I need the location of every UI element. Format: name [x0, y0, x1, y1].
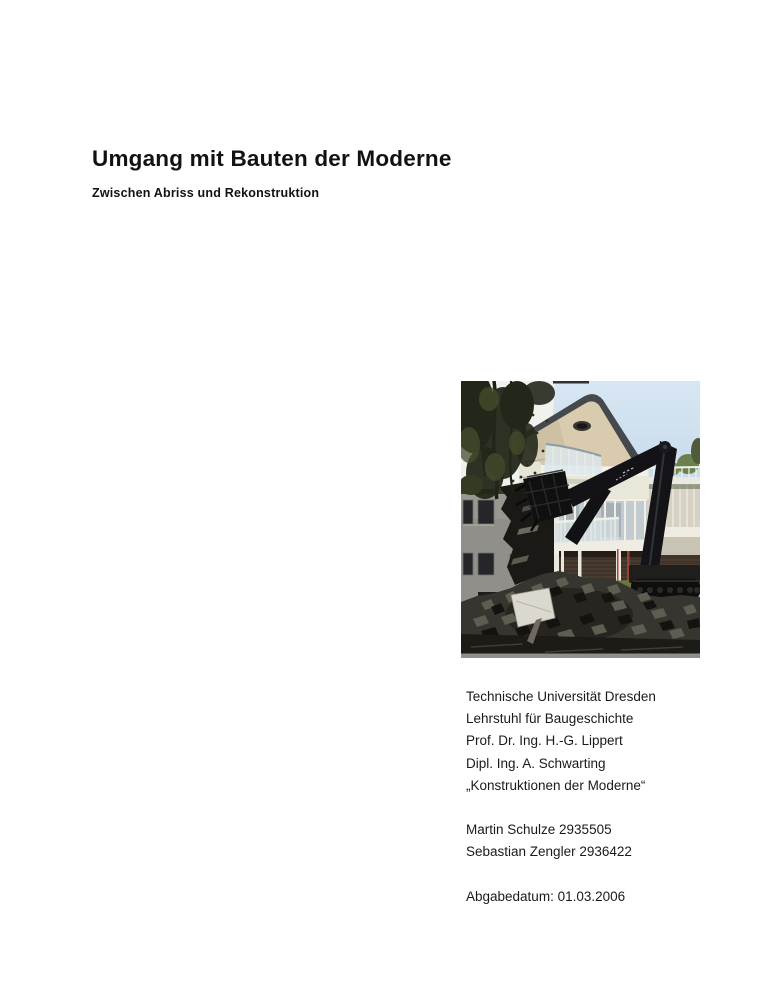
info-line: Lehrstuhl für Baugeschichte — [466, 711, 634, 727]
info-block — [466, 686, 656, 908]
date-line — [466, 886, 656, 908]
info-line: Martin Schulze 2935505 — [466, 822, 612, 838]
page-subtitle: Zwischen Abriss und Rekonstruktion — [92, 186, 320, 200]
info-line: Dipl. Ing. A. Schwarting — [466, 755, 606, 771]
info-line: Prof. Dr. Ing. H.-G. Lippert — [466, 733, 623, 749]
info-line: Technische Universität Dresden — [466, 689, 656, 704]
cover-photo — [461, 381, 700, 658]
photo-top-edge-strip — [553, 381, 589, 384]
author-lines — [466, 819, 656, 863]
info-line: Sebastian Zengler 2936422 — [466, 844, 632, 860]
page-title: Umgang mit Bauten der Moderne — [92, 146, 452, 171]
demolition-photo-illustration — [461, 381, 700, 658]
info-line: „Konstruktionen der Moderne“ — [466, 777, 646, 793]
info-line: Abgabedatum: 01.03.2006 — [466, 888, 626, 904]
institution-lines — [466, 686, 656, 797]
